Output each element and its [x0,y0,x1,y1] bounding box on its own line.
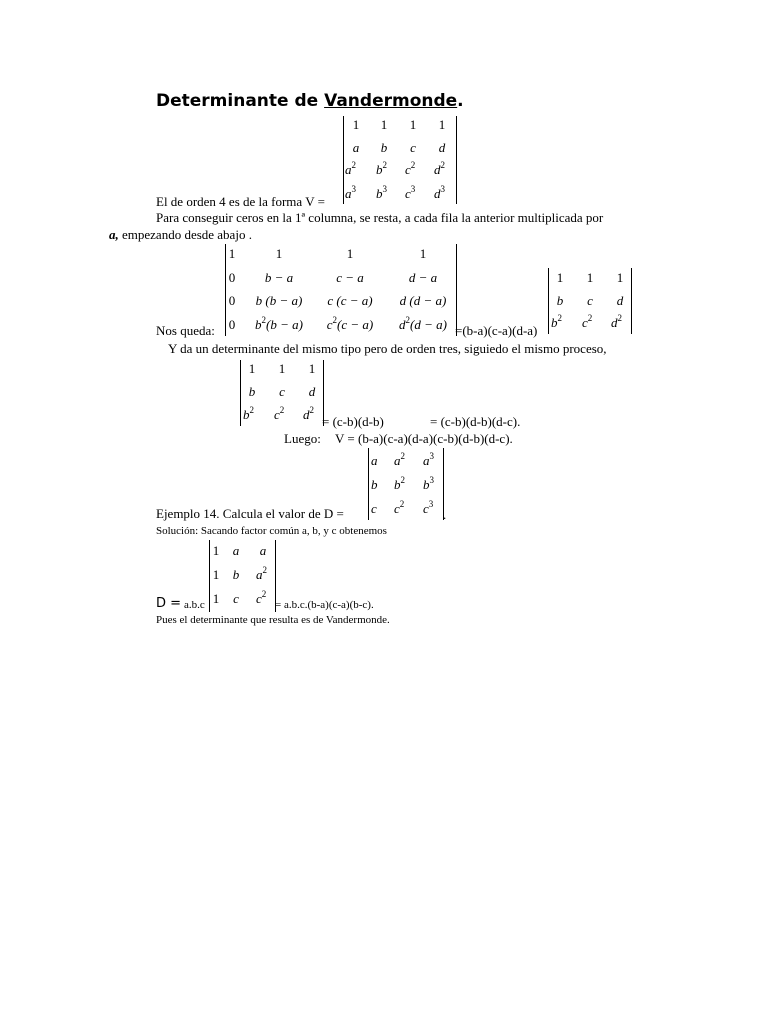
matrix-example-cell: $c^2$ [394,499,405,516]
step2-result-a: = (c-b)(d-b) [322,414,384,429]
matrix-v4-cell: d [438,140,446,155]
matrix-step2-cell: $c^2$ [274,405,285,422]
matrix-example-cell: $a^2$ [394,451,405,468]
matrix-solution [209,540,276,612]
matrix-example-cell: c [371,501,377,516]
matrix-step1-cell: 1 [228,246,236,261]
matrix-solution-cell: 1 [212,567,220,582]
solution-text: Solución: Sacando factor común a, b, y c obtenemos [156,525,387,537]
matrix-v4-cell: $d^2$ [434,160,445,177]
example-lead: Ejemplo 14. Calcula el valor de D = [156,506,344,521]
matrix-example-cell: $b^3$ [423,475,434,492]
solution-closing: Pues el determinante que resulta es de Vandermonde. [156,614,390,626]
matrix-step1-cell: b − a [264,270,294,285]
matrix-step1-small-cell: $c^2$ [582,313,593,330]
para1-line2-rest: empezando desde abajo . [118,227,252,242]
matrix-example [368,448,447,522]
step1-lead: Nos queda: [156,323,215,338]
matrix-step2-cell: 1 [278,361,286,376]
matrix-solution-cell: c [233,591,239,606]
para2: Y da un determinante del mismo tipo pero de orden tres, siguiedo el mismo proceso, [168,341,607,356]
step1-result: =(b-a)(c-a)(d-a) [455,323,538,338]
matrix-v4-cell: $c^3$ [405,184,416,201]
matrix-step1-small-cell: $d^2$ [611,313,622,330]
matrix-step1-cell: $b^2(b - a)$ [255,315,303,332]
matrix-v4-cell: a [352,140,360,155]
matrix-v4 [343,116,457,204]
luego-label: Luego: [284,431,321,446]
matrix-solution-cell: 1 [212,543,220,558]
matrix-step1-cell: 0 [228,293,236,308]
matrix-step1-cell: 1 [275,246,283,261]
matrix-example-cell: $c^3$ [423,499,434,516]
matrix-step1-small-cell: $b^2$ [551,313,562,330]
matrix-solution-cell: 1 [212,591,220,606]
matrix-v4-cell: $a^2$ [345,160,356,177]
matrix-solution-cell: $a^2$ [256,565,267,582]
page-title [156,93,464,110]
matrix-v4-cell: $a^3$ [345,184,356,201]
matrix-solution-cell: a [259,543,267,558]
matrix-step1-small-cell: 1 [616,270,624,285]
matrix-v4-cell: 1 [380,117,388,132]
matrix-step1-small-cell: 1 [556,270,564,285]
matrix-example-cell: a [371,453,378,468]
matrix-v4-cell: $b^2$ [376,160,387,177]
matrix-step1-cell: b (b − a) [255,293,303,308]
luego-formula: V = (b-a)(c-a)(d-a)(c-b)(d-b)(d-c). [335,431,513,446]
example-dot: . [443,507,447,522]
solution-result: = a.b.c.(b-a)(c-a)(b-c). [275,599,374,611]
matrix-solution-cell: a [232,543,240,558]
title-suffix: . [457,91,464,111]
para1-line1: Para conseguir ceros en la 1ª columna, se resta, a cada fila la anterior multiplicada por [156,210,604,225]
matrix-v4-cell: $d^3$ [434,184,445,201]
matrix-step2-cell: $b^2$ [243,405,254,422]
matrix-v4-cell: 1 [438,117,446,132]
matrix-step1-cell: c − a [336,270,364,285]
solution-d-label: D = [156,596,182,611]
matrix-v4-cell: $c^2$ [405,160,416,177]
matrix-step1-cell: $d^2(d - a)$ [399,315,447,332]
title-name: Vandermonde [324,91,458,111]
matrix-step1-cell: 1 [346,246,354,261]
para1-line2 [109,228,252,241]
matrix-step2-cell: 1 [248,361,256,376]
matrix-step1-cell: d − a [408,270,438,285]
matrix-step1-cell: 0 [228,270,236,285]
matrix-v4-cell: b [380,140,388,155]
intro-lead: El de orden 4 es de la forma V = [156,194,325,209]
title-prefix: Determinante de [156,91,325,111]
matrix-step1-cell: c (c − a) [327,293,373,308]
para1-bold-a: a, [109,227,119,242]
solution-factor: a.b.c [184,599,205,611]
matrix-v4-cell: $b^3$ [376,184,387,201]
matrix-step2-cell: b [248,384,256,399]
matrix-step2-cell: $d^2$ [303,405,314,422]
matrix-step1-small-cell: b [556,293,564,308]
matrix-step2-cell: d [308,384,316,399]
matrix-step1-cell: 0 [228,317,236,332]
matrix-solution-cell: $c^2$ [256,589,267,606]
matrix-step1-small-cell: d [616,293,624,308]
matrix-step1-small-cell: c [587,293,593,308]
matrix-step2-cell: c [279,384,285,399]
matrix-step1-cell: d (d − a) [399,293,447,308]
matrix-v4-cell: 1 [409,117,417,132]
matrix-example-cell: $b^2$ [394,475,405,492]
matrix-v4-cell: 1 [352,117,360,132]
matrix-step1-small-cell: 1 [586,270,594,285]
matrix-step1-cell: $c^2(c - a)$ [326,315,374,332]
matrix-example-cell: b [371,477,378,492]
matrix-solution-cell: b [232,567,240,582]
matrix-step1 [225,244,457,336]
matrix-step2 [240,360,324,426]
matrix-step1-cell: 1 [419,246,427,261]
matrix-example-cell: $a^3$ [423,451,434,468]
matrix-v4-cell: c [410,140,416,155]
step2-result-b: = (c-b)(d-b)(d-c). [430,414,521,429]
matrix-step1-small [548,268,632,334]
matrix-step2-cell: 1 [308,361,316,376]
